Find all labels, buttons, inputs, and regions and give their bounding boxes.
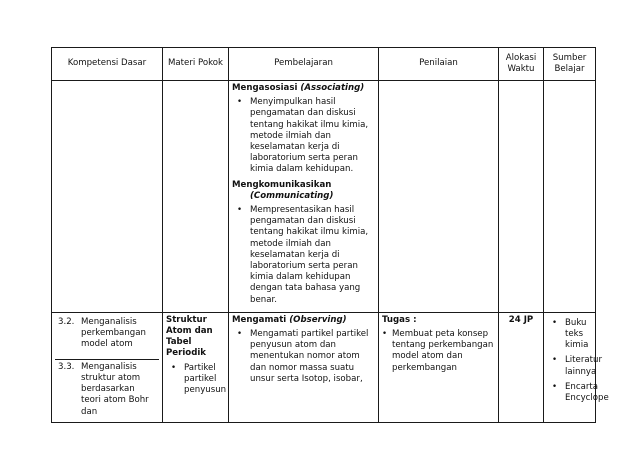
- asosiasi-heading: [232, 83, 375, 94]
- list-item: • Buku teks kimia: [547, 318, 592, 352]
- list-item: • Mempresentasikan hasil pengamatan dan diskusi tentang hakikat ilmu kimia, metode ilmiah dan keselamatan kerja di laboratorium serta peran kimia dalam kehidupan dengan tata bahasa yang benar.: [232, 205, 375, 306]
- header-penilaian: Penilaian: [379, 48, 499, 81]
- mengamati-title: Mengamati: [232, 314, 290, 325]
- materi-title: Struktur Atom dan Tabel Periodik: [166, 314, 213, 359]
- header-row: [52, 48, 596, 81]
- alokasi-cell: [499, 312, 544, 422]
- empty-cell: [52, 81, 163, 313]
- header-pembelajaran: Pembelajaran: [229, 48, 379, 81]
- list-item: • Encarta Encyclope: [547, 382, 592, 404]
- asosiasi-english: (Associating): [300, 83, 365, 93]
- list-item: • Partikel partikel penyusun: [166, 363, 225, 397]
- pembelajaran-cell: [229, 81, 379, 313]
- sumber-cell: [544, 312, 609, 422]
- empty-cell: [544, 81, 596, 313]
- kd-number: 3.2.: [58, 316, 75, 327]
- kd-text: Menganalisis struktur atom berdasarkan teori atom Bohr dan: [81, 361, 149, 417]
- penilaian-cell: [379, 312, 499, 422]
- header-alokasi-waktu: Alokasi Waktu: [499, 48, 544, 81]
- header-kompetensi-dasar: Kompetensi Dasar: [52, 48, 163, 81]
- asosiasi-title: Mengasosiasi: [232, 83, 301, 93]
- table-row: [52, 81, 596, 313]
- kd-item: [55, 315, 159, 359]
- kd-item: [55, 359, 159, 420]
- alokasi-value: 24 JP: [508, 314, 534, 325]
- empty-cell: [163, 81, 229, 313]
- header-materi-pokok: Materi Pokok: [163, 48, 229, 81]
- empty-cell: [499, 81, 544, 313]
- mengamati-list: [232, 329, 375, 385]
- list-item: • Membuat peta konsep tentang perkembangan model atom dan perkembangan: [382, 329, 495, 374]
- mengamati-english: (Observing): [289, 314, 347, 325]
- komunikasi-title: Mengkomunikasikan: [232, 179, 332, 190]
- kompetensi-dasar-cell: [52, 312, 163, 422]
- komunikasi-english: (Communicating): [250, 190, 334, 201]
- list-item: • Literatur lainnya: [547, 355, 592, 377]
- syllabus-table: [51, 47, 609, 423]
- table-row: [52, 312, 596, 422]
- header-sumber-belajar: Sumber Belajar: [544, 48, 596, 81]
- asosiasi-list: [232, 97, 375, 175]
- sumber-list: [547, 317, 609, 404]
- list-item: • Menyimpulkan hasil pengamatan dan diskusi tentang hakikat ilmu kimia, metode ilmiah dan keselamatan kerja di laboratorium serta peran kimia dalam kehidupan.: [232, 97, 375, 175]
- tugas-list: [382, 329, 495, 374]
- materi-list: [166, 363, 225, 397]
- mengamati-heading: [232, 315, 375, 326]
- tugas-title: Tugas :: [382, 314, 417, 325]
- komunikasi-list: [232, 205, 375, 306]
- empty-cell: [379, 81, 499, 313]
- list-item: • Mengamati partikel partikel penyusun atom dan menentukan nomor atom dan nomor massa suatu unsur serta Isotop, isobar,: [232, 329, 375, 385]
- kd-text: Menganalisis perkembangan model atom: [81, 316, 146, 350]
- kd-number: 3.3.: [58, 361, 75, 372]
- materi-cell: [163, 312, 229, 422]
- pembelajaran-cell: [229, 312, 379, 422]
